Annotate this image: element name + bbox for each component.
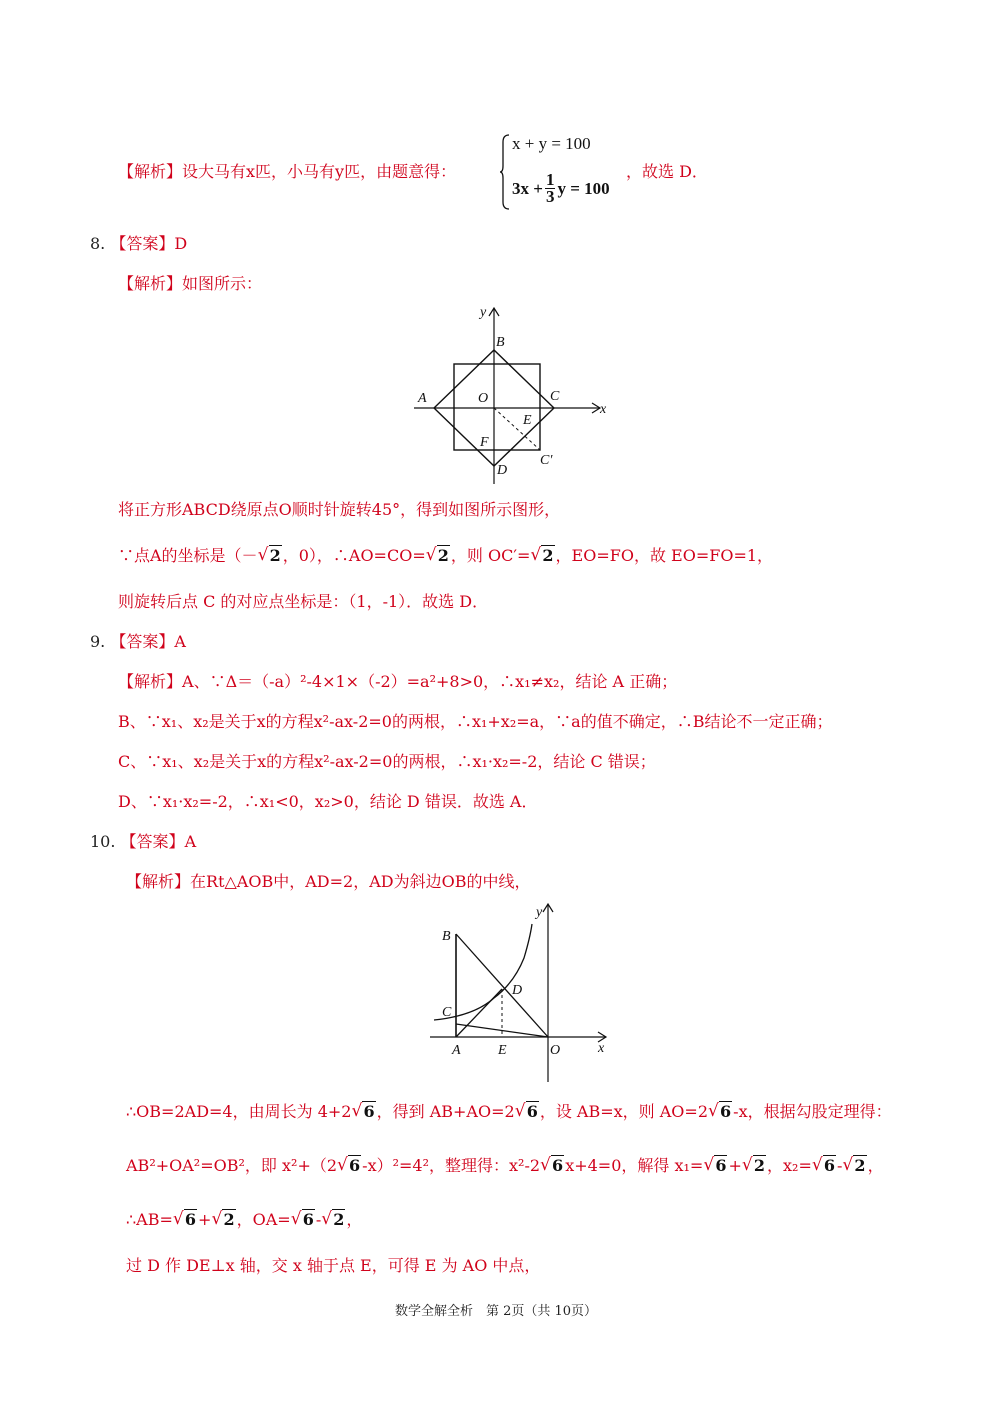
q10-l1d: -x，根据勾股定理得：	[733, 1102, 892, 1121]
q10-line2	[126, 1156, 884, 1176]
q10-sqrt6-i: √ 6	[291, 1210, 315, 1230]
q7-analysis	[118, 162, 456, 182]
q10-l1b: ，得到 AB+AO=2	[376, 1102, 515, 1121]
q10-answer-line	[90, 832, 196, 852]
q10-l2d: +	[728, 1156, 742, 1175]
q10-analysis-intro	[126, 872, 530, 892]
q8-line1: 将正方形ABCD绕原点O顺时针旋转45°，得到如图所示图形，	[118, 500, 561, 519]
q8-line2	[118, 546, 773, 566]
q10-number: 10.	[90, 832, 116, 851]
q10-sqrt6-g: √ 6	[812, 1156, 836, 1176]
q10-l2a: AB²+OA²=OB²，即 x²+（2	[126, 1156, 338, 1175]
q7-eq2-right: y = 100	[557, 178, 610, 198]
q8-label-e: E	[523, 413, 532, 428]
q8-sqrt2-b: √ 2	[426, 546, 450, 566]
q10-sqrt6-f: √ 6	[703, 1156, 727, 1176]
q8-answer: D	[174, 234, 188, 253]
q10-sqrt2-d: √ 2	[321, 1210, 345, 1230]
q8-line2-d: ，EO=FO，故 EO=FO=1，	[555, 546, 774, 565]
q8-answer-line	[90, 234, 187, 254]
q10-answer: A	[184, 832, 197, 851]
q7-brace	[500, 134, 510, 210]
q10-label-x: x	[598, 1041, 605, 1056]
q9-analysis-label: 【解析】	[118, 672, 183, 691]
q10-l1c: ，设 AB=x，则 AO=2	[539, 1102, 709, 1121]
q8-analysis-label: 【解析】	[118, 274, 183, 293]
q10-l1a: ∴OB=2AD=4，由周长为 4+2	[126, 1102, 352, 1121]
q8-analysis-text: 如图所示：	[182, 274, 263, 293]
q7-eq2-frac	[545, 172, 556, 205]
q8-label-c-prime: C′	[540, 453, 553, 468]
q8-analysis-intro	[118, 274, 262, 294]
q8-number: 8.	[90, 234, 106, 253]
q9-line-b: B、∵x₁、x₂是关于x的方程x²-ax-2=0的两根，∴x₁+x₂=a，∵a的值不确定，∴B结论不一定正确；	[118, 712, 833, 731]
q10-sqrt6-a: √ 6	[351, 1102, 375, 1122]
page-footer: 数学全解全析 第 2页（共 10页）	[394, 1304, 598, 1319]
q8-label-c: C	[550, 389, 560, 404]
q10-label-a: A	[452, 1043, 461, 1058]
q10-sqrt6-h: √ 6	[173, 1210, 197, 1230]
q8-label-o: O	[478, 391, 489, 406]
q10-label-c: C	[442, 1005, 452, 1020]
q10-sqrt2-b: √ 2	[842, 1156, 866, 1176]
q8-label-y: y	[480, 305, 487, 320]
q8-label-b: B	[496, 335, 505, 350]
q10-sqrt6-e: √ 6	[540, 1156, 564, 1176]
q10-label-d: D	[512, 983, 523, 998]
q7-eq2	[512, 172, 610, 205]
q7-eq2-den: 3	[545, 187, 555, 206]
q8-label-a: A	[418, 391, 427, 406]
q10-label-b: B	[442, 929, 451, 944]
q7-eq2-left: 3x +	[512, 178, 543, 198]
q10-l2g: ，	[867, 1156, 884, 1175]
q7-analysis-label: 【解析】	[118, 162, 183, 181]
q8-sqrt2-a: √ 2	[258, 546, 282, 566]
q8-sqrt2-c: √ 2	[530, 546, 554, 566]
q10-sqrt2-c: √ 2	[211, 1210, 235, 1230]
q10-label-e: E	[498, 1043, 507, 1058]
q8-label-x: x	[600, 402, 607, 417]
q10-line1	[126, 1102, 892, 1122]
q9-line-d: D、∵x₁·x₂=-2，∴x₁<0，x₂>0，结论 D 错误．故选 A．	[118, 792, 538, 811]
q9-line-a	[118, 672, 677, 692]
q9-answer-label: 【答案】	[110, 632, 175, 651]
q9-line-a-text: A、∵Δ＝（-a）²-4×1×（-2）=a²+8>0，∴x₁≠x₂，结论 A 正确；	[182, 672, 678, 691]
q7-eq2-num: 1	[545, 170, 555, 189]
q8-line2-a: ∵点A的坐标是（－	[118, 546, 258, 565]
q10-l3a: ∴AB=	[126, 1210, 173, 1229]
q10-l3d: -	[315, 1210, 322, 1229]
q10-analysis-label: 【解析】	[126, 872, 191, 891]
q10-analysis-text: 在Rt△AOB中，AD=2，AD为斜边OB的中线，	[190, 872, 531, 891]
q8-line2-b: ，0），∴AO=CO=	[282, 546, 426, 565]
q10-figure	[424, 898, 624, 1088]
q8-line3: 则旋转后点 C 的对应点坐标是：（1，-1）．故选 D．	[118, 592, 489, 611]
q10-l3c: ，OA=	[236, 1210, 291, 1229]
q10-line3	[126, 1210, 362, 1230]
q8-line2-c: ，则 OC′=	[450, 546, 531, 565]
q10-l3e: ，	[346, 1210, 363, 1229]
q8-label-f: F	[480, 435, 489, 450]
q10-line4: 过 D 作 DE⊥x 轴，交 x 轴于点 E，可得 E 为 AO 中点，	[126, 1256, 541, 1275]
q10-label-o: O	[550, 1043, 561, 1058]
q7-analysis-text: 设大马有x匹，小马有y匹，由题意得：	[182, 162, 457, 181]
q10-l2f: -	[837, 1156, 843, 1175]
q8-figure	[400, 298, 620, 488]
q9-number: 9.	[90, 632, 106, 651]
q9-answer: A	[174, 632, 186, 651]
q10-sqrt2-a: √ 2	[742, 1156, 766, 1176]
q10-l2c: x+4=0，解得 x₁=	[565, 1156, 704, 1175]
q7-eq1: x + y = 100	[512, 134, 591, 153]
q7-conclusion: ，故选 D．	[626, 162, 708, 181]
q10-answer-label: 【答案】	[120, 832, 185, 851]
q9-line-c: C、∵x₁、x₂是关于x的方程x²-ax-2=0的两根，∴x₁·x₂=-2，结论 C 错误；	[118, 752, 656, 771]
q8-answer-label: 【答案】	[110, 234, 175, 253]
q10-l2e: ，x₂=	[767, 1156, 812, 1175]
q10-sqrt6-b: √ 6	[515, 1102, 539, 1122]
q10-sqrt6-d: √ 6	[337, 1156, 361, 1176]
q10-l2b: -x）²=4²，整理得：x²-2	[362, 1156, 541, 1175]
q10-label-y: y	[536, 905, 543, 920]
q8-label-d: D	[497, 463, 508, 478]
q10-sqrt6-c: √ 6	[708, 1102, 732, 1122]
q10-l3b: +	[198, 1210, 212, 1229]
q9-answer-line	[90, 632, 186, 652]
